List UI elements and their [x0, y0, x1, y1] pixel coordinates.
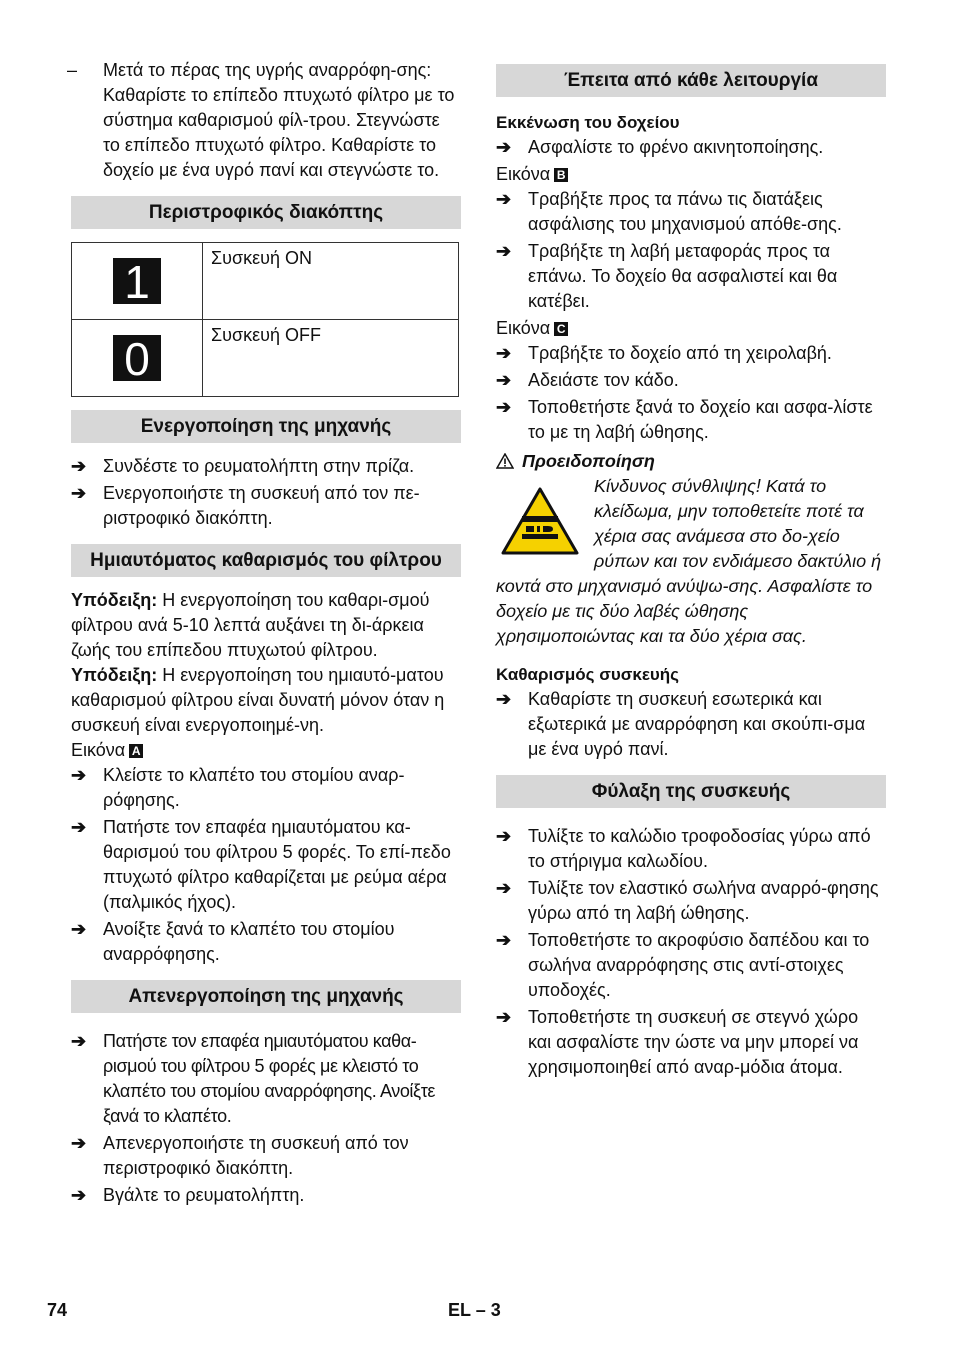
switch-row-on	[72, 243, 459, 320]
switch-on-symbol: 1	[113, 258, 161, 304]
list-item	[496, 368, 886, 393]
arrow-right-icon: ➔	[71, 483, 87, 503]
dash-bullet: –	[67, 60, 78, 80]
switch-table	[71, 242, 459, 397]
arrow-right-icon: ➔	[496, 343, 512, 363]
list-item-text: Βγάλτε το ρευματολήπτη.	[103, 1185, 305, 1205]
note-label: Υπόδειξη:	[71, 665, 158, 685]
switch-symbol-cell	[72, 320, 203, 397]
heading-machine-on: Ενεργοποίηση της μηχανής	[71, 410, 461, 443]
list-item	[496, 239, 886, 314]
heading-after-operation: Έπειτα από κάθε λειτουργία	[496, 64, 886, 97]
note-paragraph	[71, 663, 461, 738]
arrow-right-icon: ➔	[496, 137, 512, 157]
arrow-right-icon: ➔	[71, 1031, 87, 1051]
footer-subpage: – 3	[475, 1300, 501, 1320]
list-item	[496, 1005, 886, 1080]
warning-block	[496, 474, 886, 649]
list-item-text: Συνδέστε το ρευματολήπτη στην πρίζα.	[103, 456, 415, 476]
list-item	[496, 824, 886, 874]
figure-letter-box: A	[129, 744, 143, 758]
list-item-text: Πατήστε τον επαφέα ημιαυτόματου καθα-ρισμού του φίλτρου 5 φορές με κλειστό το κλαπέτο του στομίου αναρρόφησης. Ανοίξτε ξανά το κλαπέτο.	[103, 1031, 436, 1126]
figure-label: Εικόνα	[496, 164, 551, 184]
footer-language-page	[448, 1300, 501, 1321]
figure-letter-box: C	[554, 322, 568, 336]
list-item	[71, 917, 461, 967]
list-item-text: Αδειάστε τον κάδο.	[528, 370, 679, 390]
subheading-device-cleaning: Καθαρισμός συσκευής	[496, 665, 680, 684]
list-item	[496, 876, 886, 926]
hand-crush-hazard-icon	[500, 486, 580, 556]
list-item-text: Ενεργοποιήστε τη συσκευή από τον πε-ριστροφικό διακόπτη.	[103, 483, 420, 528]
arrow-right-icon: ➔	[496, 826, 512, 846]
figure-label: Εικόνα	[71, 740, 126, 760]
list-item-text: Τοποθετήστε τη συσκευή σε στεγνό χώρο και ασφαλίστε την ώστε να μην μπορεί να χρησιμοποιηθεί από αναρ-μόδια άτομα.	[528, 1007, 859, 1077]
list-item-text: Απενεργοποιήστε τη συσκευή από τον περιστροφικό διακόπτη.	[103, 1133, 409, 1178]
note-text: Η ενεργοποίηση του ημιαυτό-ματου καθαρισμού φίλτρου είναι δυνατή μόνον όταν η συσκευή είναι ενεργοποιημέ-νη.	[71, 665, 445, 735]
intro-text: Μετά το πέρας της υγρής αναρρόφη-σης: Καθαρίστε το επίπεδο πτυχωτό φίλτρο με το σύστημα καθαρισμού φίλ-τρου. Στεγνώστε το επίπεδο πτυχωτό φίλτρο. Καθαρίστε το δοχείο με ένα υγρό πανί και στεγνώστε το.	[103, 60, 455, 180]
figure-reference-a	[71, 738, 461, 763]
heading-rotary-switch: Περιστροφικός διακόπτης	[71, 196, 461, 229]
list-item-text: Τοποθετήστε το ακροφύσιο δαπέδου και το σωλήνα αναρρόφησης στις αντί-στοιχες υποδοχές.	[528, 930, 870, 1000]
arrow-right-icon: ➔	[71, 1133, 87, 1153]
list-item-text: Τραβήξτε το δοχείο από τη χειρολαβή.	[528, 343, 832, 363]
arrow-right-icon: ➔	[496, 930, 512, 950]
arrow-right-icon: ➔	[496, 1007, 512, 1027]
list-item	[71, 1029, 461, 1129]
switch-symbol-cell	[72, 243, 203, 320]
arrow-right-icon: ➔	[496, 370, 512, 390]
left-column	[67, 58, 461, 1210]
page-number: 74	[47, 1300, 68, 1320]
arrow-right-icon: ➔	[71, 1185, 87, 1205]
list-item	[71, 481, 461, 531]
switch-on-label: Συσκευή ON	[203, 243, 459, 320]
list-item-text: Τοποθετήστε ξανά το δοχείο και ασφα-λίστε το με τη λαβή ώθησης.	[528, 397, 873, 442]
list-item	[71, 815, 461, 915]
switch-off-symbol: 0	[113, 335, 161, 381]
list-item	[496, 187, 886, 237]
footer-language: EL	[448, 1300, 471, 1320]
list-item-text: Τυλίξτε το καλώδιο τροφοδοσίας γύρω από το στήριγμα καλωδίου.	[528, 826, 871, 871]
list-item	[71, 454, 461, 479]
list-item-text: Πατήστε τον επαφέα ημιαυτόματου κα-θαρισμού του φίλτρου 5 φορές. Το επί-πεδο πτυχωτό φίλτρο καθαρίζεται με ρεύμα αέρα (παλμικός ήχος).	[103, 817, 451, 912]
right-column	[496, 52, 886, 1082]
arrow-right-icon: ➔	[71, 765, 87, 785]
heading-machine-off: Απενεργοποίηση της μηχανής	[71, 980, 461, 1013]
list-item	[496, 341, 886, 366]
arrow-right-icon: ➔	[71, 456, 87, 476]
intro-item	[67, 58, 461, 183]
arrow-right-icon: ➔	[496, 189, 512, 209]
figure-letter-box: B	[554, 168, 568, 182]
note-paragraph	[71, 588, 461, 663]
note-label: Υπόδειξη:	[71, 590, 158, 610]
list-item	[71, 1131, 461, 1181]
switch-off-label: Συσκευή OFF	[203, 320, 459, 397]
list-item	[71, 1183, 461, 1208]
list-item	[496, 687, 886, 762]
list-item-text: Κλείστε το κλαπέτο του στομίου αναρ-ρόφησης.	[103, 765, 405, 810]
figure-label: Εικόνα	[496, 318, 551, 338]
heading-device-storage: Φύλαξη της συσκευής	[496, 775, 886, 808]
note-text: Η ενεργοποίηση του καθαρι-σμού φίλτρου ανά 5-10 λεπτά αυξάνει τη δι-άρκεια ζωής του επίπεδου πτυχωτού φίλτρου.	[71, 590, 430, 660]
switch-row-off	[72, 320, 459, 397]
list-item-text: Ασφαλίστε το φρένο ακινητοποίησης.	[528, 137, 824, 157]
figure-reference-b	[496, 162, 886, 187]
list-item	[71, 763, 461, 813]
arrow-right-icon: ➔	[496, 878, 512, 898]
list-item-text: Τραβήξτε προς τα πάνω τις διατάξεις ασφάλισης του μηχανισμού απόθε-σης.	[528, 189, 842, 234]
arrow-right-icon: ➔	[71, 919, 87, 939]
warning-text: Κίνδυνος σύνθλιψης! Κατά το κλείδωμα, μην τοποθετείτε ποτέ τα χέρια σας ανάμεσα στο δο-χείο ρύπων και τον ενδιάμεσο δακτύλιο ή κοντά στο μηχανισμό ανύψω-σης. Ασφαλίστε το δοχείο με τις δύο λαβές ώθησης χρησιμοποιώντας και τα δύο χέρια σας.	[496, 476, 882, 646]
heading-semi-auto-filter: Ημιαυτόματος καθαρισμός του φίλτρου	[71, 544, 461, 577]
warning-triangle-icon	[496, 453, 514, 469]
list-item-text: Καθαρίστε τη συσκευή εσωτερικά και εξωτερικά με αναρρόφηση και σκούπι-σμα με ένα υγρό πανί.	[528, 689, 866, 759]
list-item-text: Τραβήξτε τη λαβή μεταφοράς προς τα επάνω. Το δοχείο θα ασφαλιστεί και θα κατέβει.	[528, 241, 838, 311]
arrow-right-icon: ➔	[496, 689, 512, 709]
list-item-text: Τυλίξτε τον ελαστικό σωλήνα αναρρό-φησης γύρω από τη λαβή ώθησης.	[528, 878, 879, 923]
figure-reference-c	[496, 316, 886, 341]
list-item	[496, 928, 886, 1003]
list-item-text: Ανοίξτε ξανά το κλαπέτο του στομίου αναρρόφησης.	[103, 919, 395, 964]
list-item	[496, 395, 886, 445]
subheading-empty-container: Εκκένωση του δοχείου	[496, 113, 680, 132]
warning-title: Προειδοποίηση	[522, 451, 655, 471]
list-item	[496, 135, 886, 160]
arrow-right-icon: ➔	[496, 241, 512, 261]
warning-title-row	[496, 449, 886, 474]
arrow-right-icon: ➔	[71, 817, 87, 837]
arrow-right-icon: ➔	[496, 397, 512, 417]
